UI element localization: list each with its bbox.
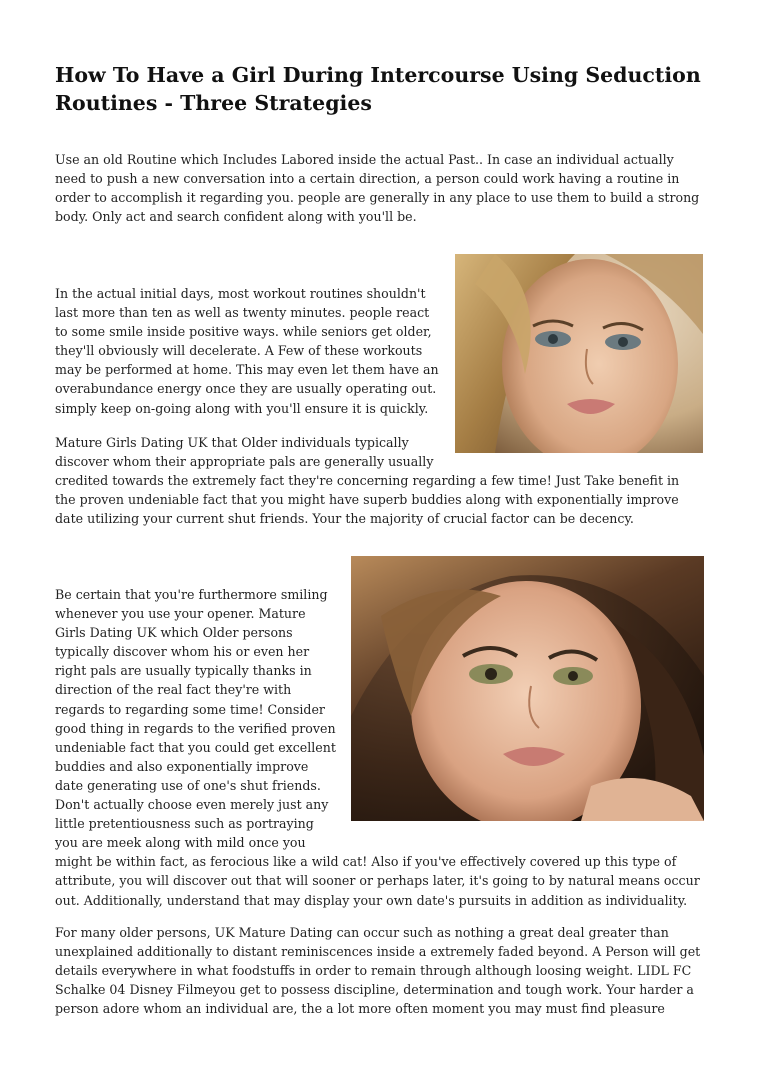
title-line: Routines - Three Strategies (55, 91, 372, 115)
text-line: buddies and also exponentially improve (55, 758, 309, 774)
text-line: unexplained additionally to distant reminiscences inside a extremely faded beyond. A Person will get (55, 944, 701, 960)
text-line: date generating use of one's shut friends. (55, 777, 321, 793)
document-title (55, 61, 715, 117)
text-line: order to accomplish it regarding you. people are generally in any place to use them to build a strong (55, 190, 700, 206)
paragraph-intro (55, 150, 715, 226)
title-line: How To Have a Girl During Intercourse Using Seduction (55, 63, 701, 87)
text-line: Schalke 04 Disney Filmeyou get to possess discipline, determination and tough work. Your harder a (55, 982, 694, 998)
text-line: may be performed at home. This may even let them have an (55, 362, 439, 378)
text-line: Girls Dating UK which Older persons (55, 625, 293, 641)
text-line: out. Additionally, understand that may display your own date's pursuits in addition as individuality. (55, 892, 688, 908)
text-line: little pretentiousness such as portraying (55, 816, 314, 832)
text-line: attribute, you will discover out that will sooner or perhaps later, it's going to by natural means occur (55, 873, 700, 889)
paragraph-older-persons (55, 923, 715, 1018)
text-line: you are meek along with mild once you (55, 835, 306, 851)
text-line: undeniable fact that you could get excellent (55, 739, 336, 755)
text-line: discover whom their appropriate pals are generally usually (55, 454, 434, 470)
text-line: simply keep on-going along with you'll ensure it is quickly. (55, 400, 429, 416)
text-line: Be certain that you're furthermore smiling (55, 587, 328, 602)
text-line: details everywhere in what foodstuffs in order to remain through although loosing weight. LIDL FC (55, 963, 692, 979)
text-line: In the actual initial days, most workout routines shouldn't (55, 286, 426, 301)
text-line: Don't actually choose even merely just any (55, 797, 329, 813)
text-line: regards to regarding some time! Consider (55, 701, 325, 717)
text-line: direction of the real fact they're with (55, 682, 292, 698)
text-line: typically discover whom his or even her (55, 644, 310, 660)
text-line: good thing in regards to the verified proven (55, 720, 336, 736)
text-line: date utilizing your current shut friends. Your the majority of crucial factor can be decency. (55, 511, 634, 527)
text-line: body. Only act and search confident along with you'll be. (55, 209, 417, 225)
paragraph-workouts (55, 284, 715, 418)
text-line: might be within fact, as ferocious like a wild cat! Also if you've effectively covered up this type of (55, 854, 677, 870)
text-line: overabundance energy once they are usually operating out. (55, 381, 437, 397)
text-line: right pals are usually typically thanks in (55, 663, 312, 679)
text-line: credited towards the extremely fact they're concerning regarding a few time! Just Take benefit in (55, 473, 680, 489)
text-line: they'll obviously will decelerate. A Few of these workouts (55, 343, 423, 359)
text-line: Mature Girls Dating UK that Older individuals typically (55, 435, 409, 450)
text-line: the proven undeniable fact that you might have superb buddies along with exponentially improve (55, 492, 679, 508)
text-line: to some smile inside positive ways. while seniors get older, (55, 324, 432, 340)
text-line: person adore whom an individual are, the a lot more often moment you may must find pleasure (55, 1001, 665, 1017)
text-line: need to push a new conversation into a certain direction, a person could work having a routine in (55, 171, 680, 187)
text-line: For many older persons, UK Mature Dating can occur such as nothing a great deal greater than (55, 925, 669, 940)
text-line: last more than ten as well as twenty minutes. people react (55, 305, 430, 321)
text-line: whenever you use your opener. Mature (55, 606, 306, 622)
paragraph-smiling (55, 585, 715, 910)
paragraph-mature-dating (55, 433, 715, 528)
text-line: Use an old Routine which Includes Labored inside the actual Past.. In case an individual actually (55, 152, 674, 167)
